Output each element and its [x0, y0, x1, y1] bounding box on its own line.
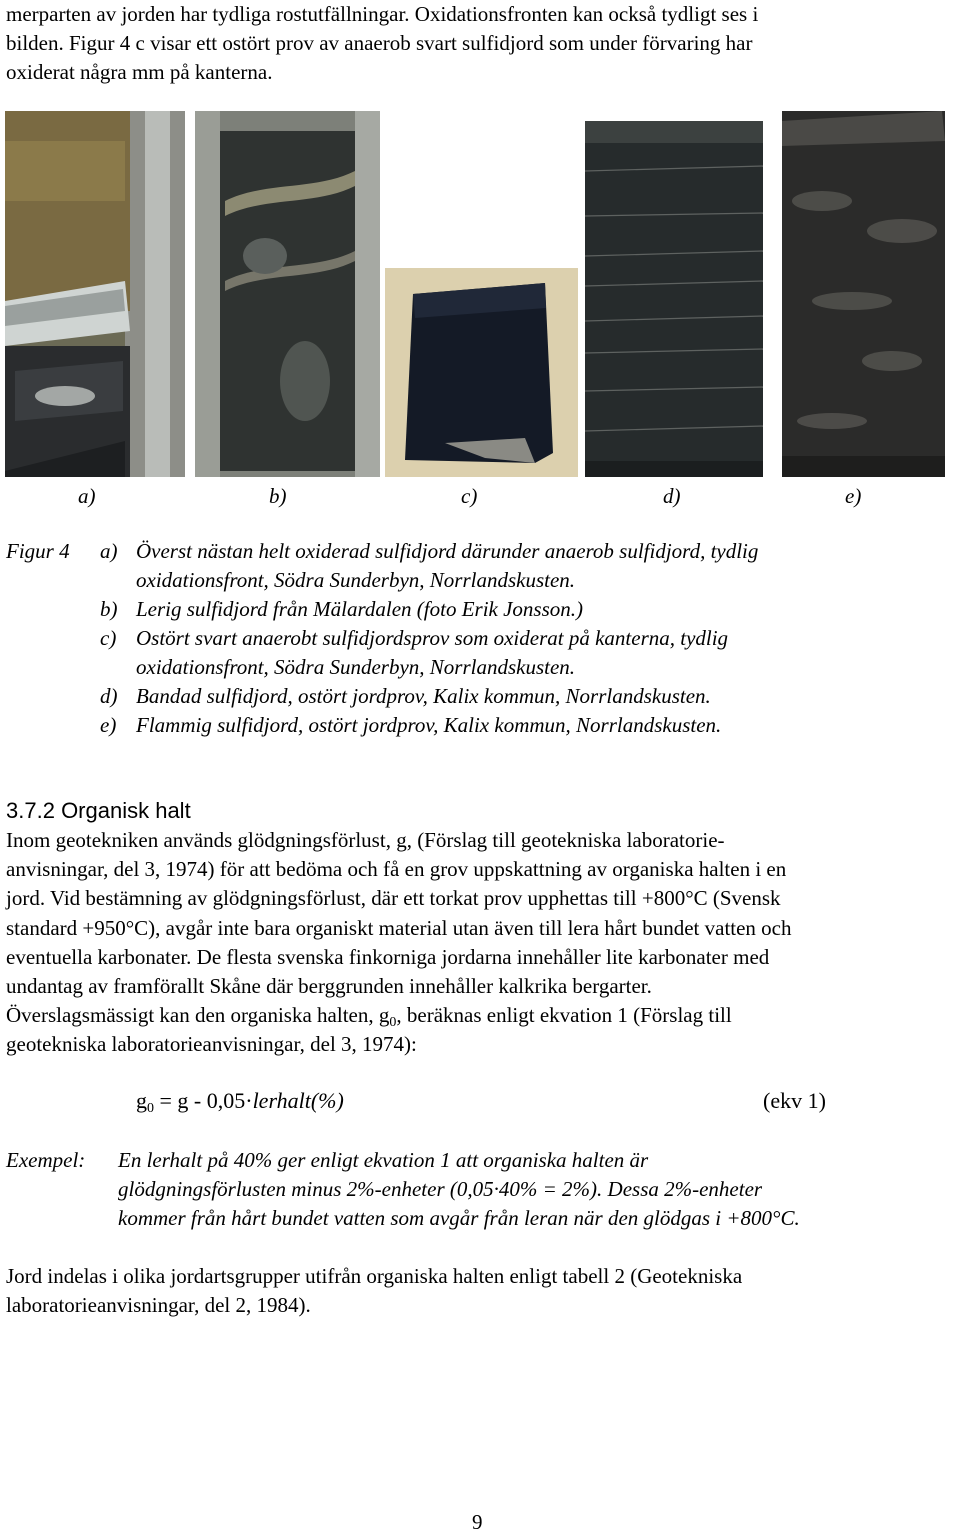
caption-item-a-cont [6, 566, 951, 595]
body-line: undantag av framförallt Skåne där berggrunden innehåller kalkrika bergarter. [6, 974, 652, 999]
photo-label-e: e) [845, 484, 862, 508]
caption-letter: b) [100, 597, 118, 621]
caption-text: Lerig sulfidjord från Mälardalen (foto Erik Jonsson.) [136, 597, 584, 621]
caption-item-c-cont [6, 653, 951, 682]
photo-label-a: a) [78, 484, 96, 508]
photo-label-d: d) [663, 484, 681, 508]
caption-text: oxidationsfront, Södra Sunderbyn, Norrlandskusten. [136, 655, 576, 679]
equation-lhs-sub: 0 [147, 1101, 154, 1116]
body-line: eventuella karbonater. De flesta svenska finkorniga jordarna innehåller lite karbonater med [6, 944, 770, 969]
caption-letter: d) [100, 684, 118, 708]
section-number: 3.7.2 [6, 798, 55, 823]
equation-rhs: = g - 0,05· [154, 1088, 253, 1113]
body-line: standard +950°C), avgår inte bara organiskt material utan även till lera hårt bundet vatten och [6, 915, 792, 940]
photo-a-auger-core [5, 111, 185, 477]
equation-rhs-italic: lerhalt(%) [252, 1088, 344, 1113]
body-paragraph-2 [6, 1262, 742, 1320]
caption-letter: e) [100, 713, 117, 737]
body-text: , beräknas enligt ekvation 1 (Förslag till [396, 1003, 732, 1028]
body-line: laboratorieanvisningar, del 2, 1984). [6, 1293, 311, 1317]
caption-text: Ostört svart anaerobt sulfidjordsprov som oxiderat på kanterna, tydlig [136, 626, 729, 650]
intro-line: merparten av jorden har tydliga rostutfällningar. Oxidationsfronten kan också tydligt ses i [6, 2, 759, 26]
caption-letter: a) [100, 539, 118, 563]
intro-paragraph [6, 0, 946, 87]
caption-item-b [6, 595, 951, 624]
photo-b-clay-sulfide [195, 111, 380, 477]
photo-c-black-sample [385, 268, 578, 477]
intro-line: oxiderat några mm på kanterna. [6, 60, 273, 84]
intro-line: bilden. Figur 4 c visar ett ostört prov av anaerob svart sulfidjord som under förvaring har [6, 31, 753, 55]
section-heading [6, 798, 191, 824]
body-line: jord. Vid bestämning av glödgningsförlust, där ett torkat prov upphettas till +800°C (Svensk [6, 886, 781, 911]
photo-label-c: c) [461, 484, 478, 508]
body-line: anvisningar, del 3, 1974) för att bedöma och få en grov uppskattning av organiska halten i en [6, 857, 787, 882]
page-number: 9 [472, 1510, 483, 1534]
caption-item-d [6, 682, 951, 711]
example-line: kommer från hårt bundet vatten som avgår från leran när den glödgas i +800°C. [118, 1206, 800, 1230]
body-paragraph-1 [6, 826, 950, 1060]
example-line: En lerhalt på 40% ger enligt ekvation 1 att organiska halten är [118, 1148, 649, 1172]
body-line: geotekniska laboratorieanvisningar, del 3, 1974): [6, 1032, 417, 1057]
photo-label-b: b) [269, 484, 287, 508]
section-title: Organisk halt [61, 798, 191, 823]
caption-text: oxidationsfront, Södra Sunderbyn, Norrlandskusten. [136, 568, 576, 592]
figure-caption [6, 537, 951, 740]
caption-item-a [6, 537, 951, 566]
subscript: 0 [389, 1015, 397, 1031]
caption-text: Flammig sulfidjord, ostört jordprov, Kalix kommun, Norrlandskusten. [136, 713, 722, 737]
caption-letter: c) [100, 626, 117, 650]
example-line: glödgningsförlusten minus 2%-enheter (0,05·40% = 2%). Dessa 2%-enheter [118, 1177, 763, 1201]
caption-text: Överst nästan helt oxiderad sulfidjord därunder anaerob sulfidjord, tydlig [136, 539, 759, 563]
body-line [6, 1001, 950, 1030]
body-line: Jord indelas i olika jordartsgrupper utifrån organiska halten enligt tabell 2 (Geotekniska [6, 1264, 743, 1288]
example-text [118, 1146, 800, 1233]
caption-head: Figur 4 [6, 539, 70, 563]
body-text: Överslagsmässigt kan den organiska halten, g [6, 1003, 390, 1028]
body-line: Inom geotekniken används glödgningsförlust, g, (Förslag till geotekniska laboratorie- [6, 828, 725, 852]
photo-e-mottled-sulfide [782, 111, 945, 477]
equation [136, 1088, 344, 1114]
caption-text: Bandad sulfidjord, ostört jordprov, Kalix kommun, Norrlandskusten. [136, 684, 711, 708]
caption-item-c [6, 624, 951, 653]
equation-lhs: g [136, 1088, 147, 1113]
caption-item-e [6, 711, 951, 740]
photo-d-banded-sulfide [585, 121, 763, 477]
equation-ref: (ekv 1) [763, 1088, 826, 1113]
example-label: Exempel: [6, 1148, 86, 1172]
